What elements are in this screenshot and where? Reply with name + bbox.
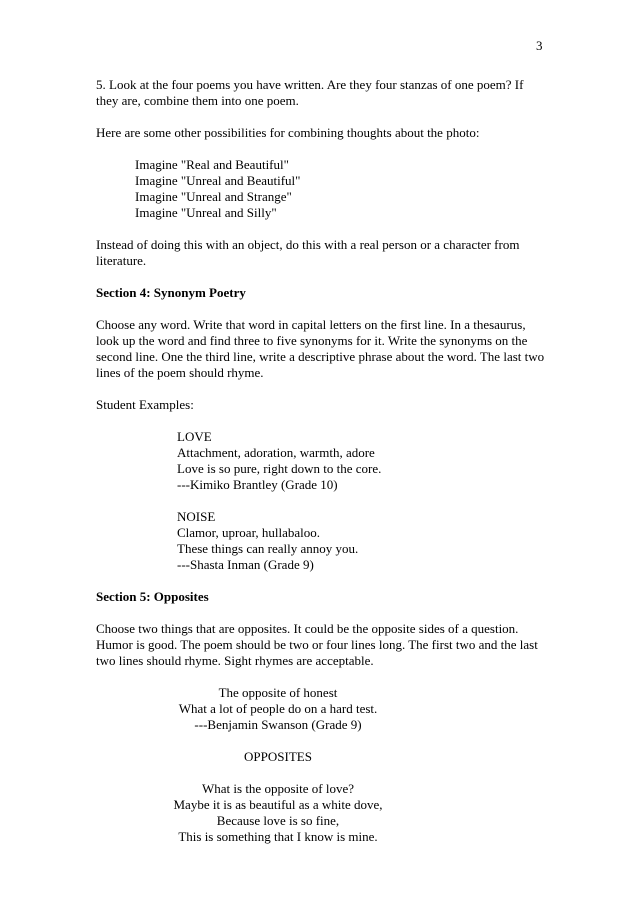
paragraph-combine-poems: 5. Look at the four poems you have written. Are they four stanzas of one poem? If they are, combine them into one poem. [96, 77, 524, 108]
poem-author: ---Kimiko Brantley (Grade 10) [177, 477, 338, 492]
opposites-poem-honest [96, 685, 460, 733]
paragraph-possibilities: Here are some other possibilities for combining thoughts about the photo: [96, 125, 480, 140]
list-item: Imagine "Unreal and Beautiful" [135, 173, 301, 188]
poem-line: This is something that I know is mine. [178, 829, 378, 844]
section-5-instructions: Choose two things that are opposites. It could be the opposite sides of a question. Humor is good. The poem should be two or four lines long. The first two and the last two lines should rhyme. Sight rhymes are acceptable. [96, 621, 538, 668]
poem-line: Love is so pure, right down to the core. [177, 461, 382, 476]
example-poem-love [96, 429, 546, 493]
poem-author: ---Benjamin Swanson (Grade 9) [194, 717, 362, 732]
opposites-poem-title: OPPOSITES [244, 749, 312, 764]
section-4-instructions: Choose any word. Write that word in capital letters on the first line. In a thesaurus, look up the word and find three to five synonyms for it. Write the synonyms on the second line. One the third line, write a descriptive phrase about the word. The last two lines of the poem should rhyme. [96, 317, 545, 380]
example-poem-noise [96, 509, 546, 573]
poem-author: ---Shasta Inman (Grade 9) [177, 557, 314, 572]
poem-line: Attachment, adoration, warmth, adore [177, 445, 375, 460]
poem-line: What a lot of people do on a hard test. [178, 701, 378, 716]
imagine-list [96, 157, 546, 221]
poem-line: Because love is so fine, [216, 813, 340, 828]
page-content [96, 77, 546, 845]
list-item: Imagine "Unreal and Silly" [135, 205, 277, 220]
poem-line: These things can really annoy you. [177, 541, 359, 556]
poem-line: Clamor, uproar, hullabaloo. [177, 525, 321, 540]
poem-line: What is the opposite of love? [202, 781, 354, 796]
poem-line: Maybe it is as beautiful as a white dove, [173, 797, 383, 812]
poem-line: NOISE [177, 509, 216, 524]
list-item: Imagine "Unreal and Strange" [135, 189, 292, 204]
poem-line: The opposite of honest [218, 685, 338, 700]
opposites-poem-love [96, 781, 460, 845]
paragraph-person-character: Instead of doing this with an object, do this with a real person or a character from literature. [96, 237, 520, 268]
section-5-heading: Section 5: Opposites [96, 589, 209, 604]
list-item: Imagine "Real and Beautiful" [135, 157, 289, 172]
poem-line: LOVE [177, 429, 212, 444]
page-number: 3 [536, 38, 543, 53]
student-examples-label: Student Examples: [96, 397, 194, 412]
section-4-heading: Section 4: Synonym Poetry [96, 285, 246, 300]
